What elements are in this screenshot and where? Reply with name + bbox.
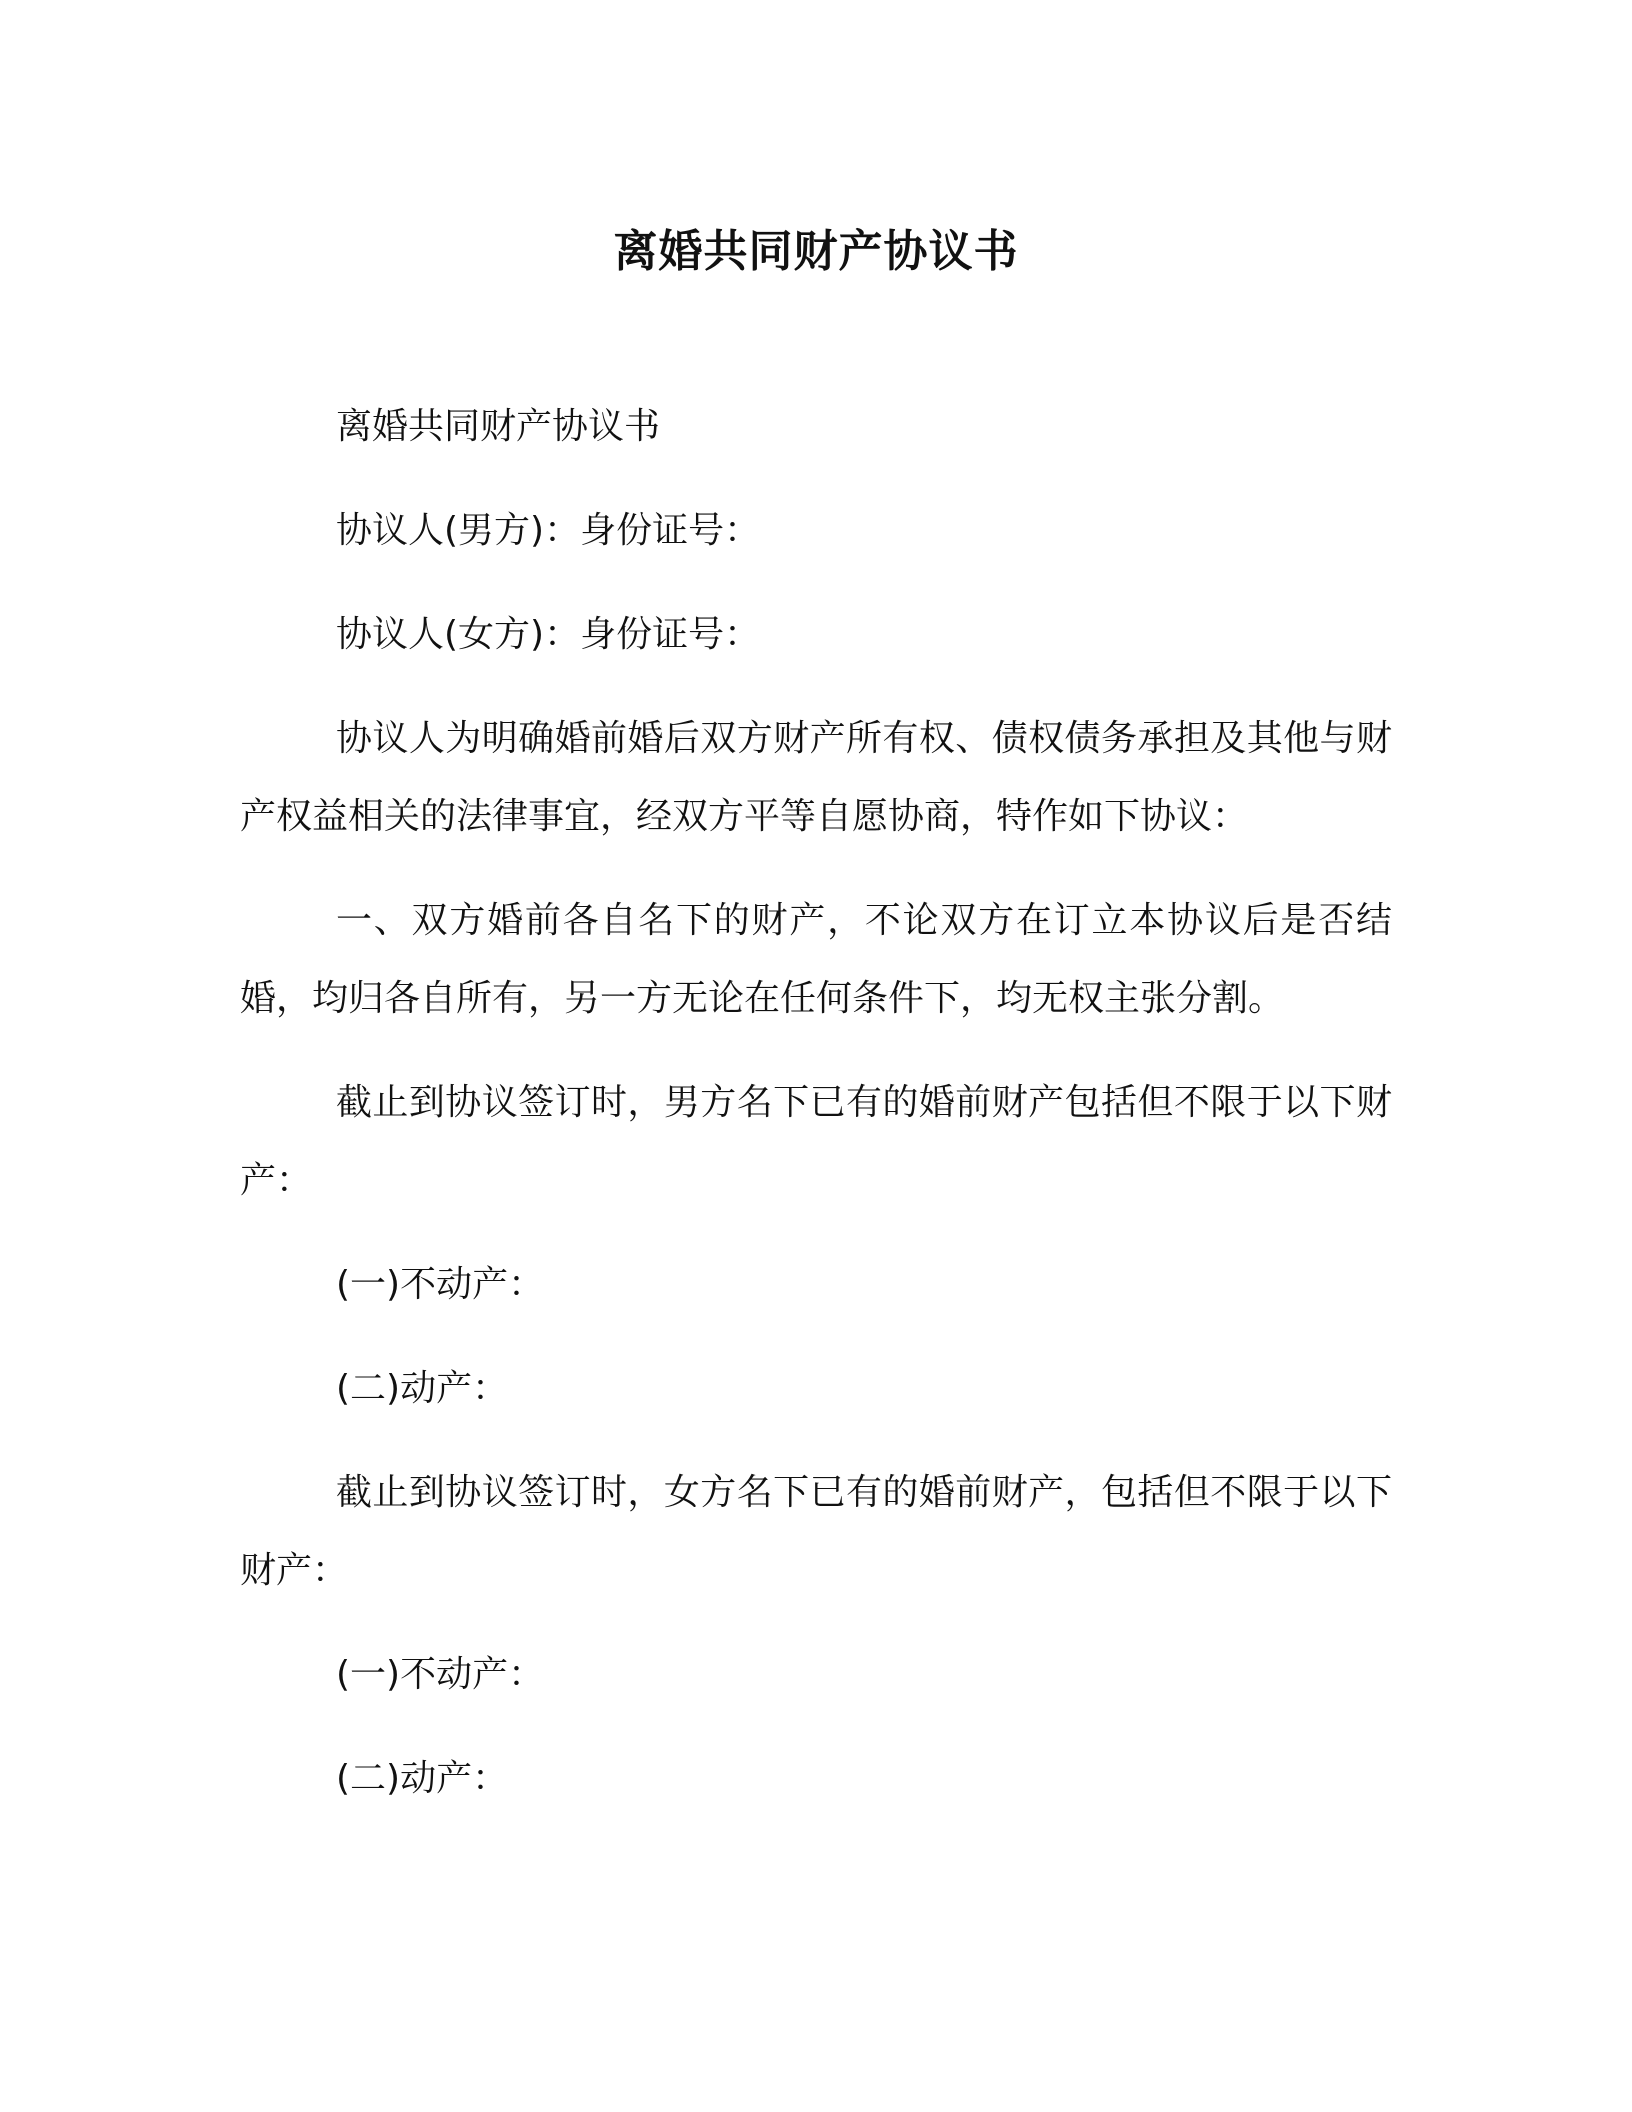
paragraph-preamble: 协议人为明确婚前婚后双方财产所有权、债权债务承担及其他与财产权益相关的法律事宜，经双方平等自愿协商，特作如下协议： [240, 718, 1392, 837]
paragraph-male-real-estate: (一)不动产： [336, 1264, 545, 1305]
document-title: 离婚共同财产协议书 [613, 226, 1019, 277]
paragraph-clause-one: 一、双方婚前各自名下的财产，不论双方在订立本协议后是否结婚，均归各自所有，另一方无论在任何条件下，均无权主张分割。 [240, 900, 1392, 1019]
document-body [240, 388, 1392, 1818]
paragraph-female-party: 协议人(女方)：身份证号： [336, 614, 761, 655]
paragraph-male-movables: (二)动产： [336, 1368, 509, 1409]
paragraph-female-movables: (二)动产： [336, 1758, 509, 1799]
paragraph-female-assets-intro: 截止到协议签订时，女方名下已有的婚前财产，包括但不限于以下财产： [240, 1472, 1392, 1591]
paragraph-female-real-estate: (一)不动产： [336, 1654, 545, 1695]
paragraph-heading: 离婚共同财产协议书 [336, 406, 661, 447]
paragraph-male-party: 协议人(男方)：身份证号： [336, 510, 761, 551]
paragraph-male-assets-intro: 截止到协议签订时，男方名下已有的婚前财产包括但不限于以下财产： [240, 1082, 1392, 1201]
